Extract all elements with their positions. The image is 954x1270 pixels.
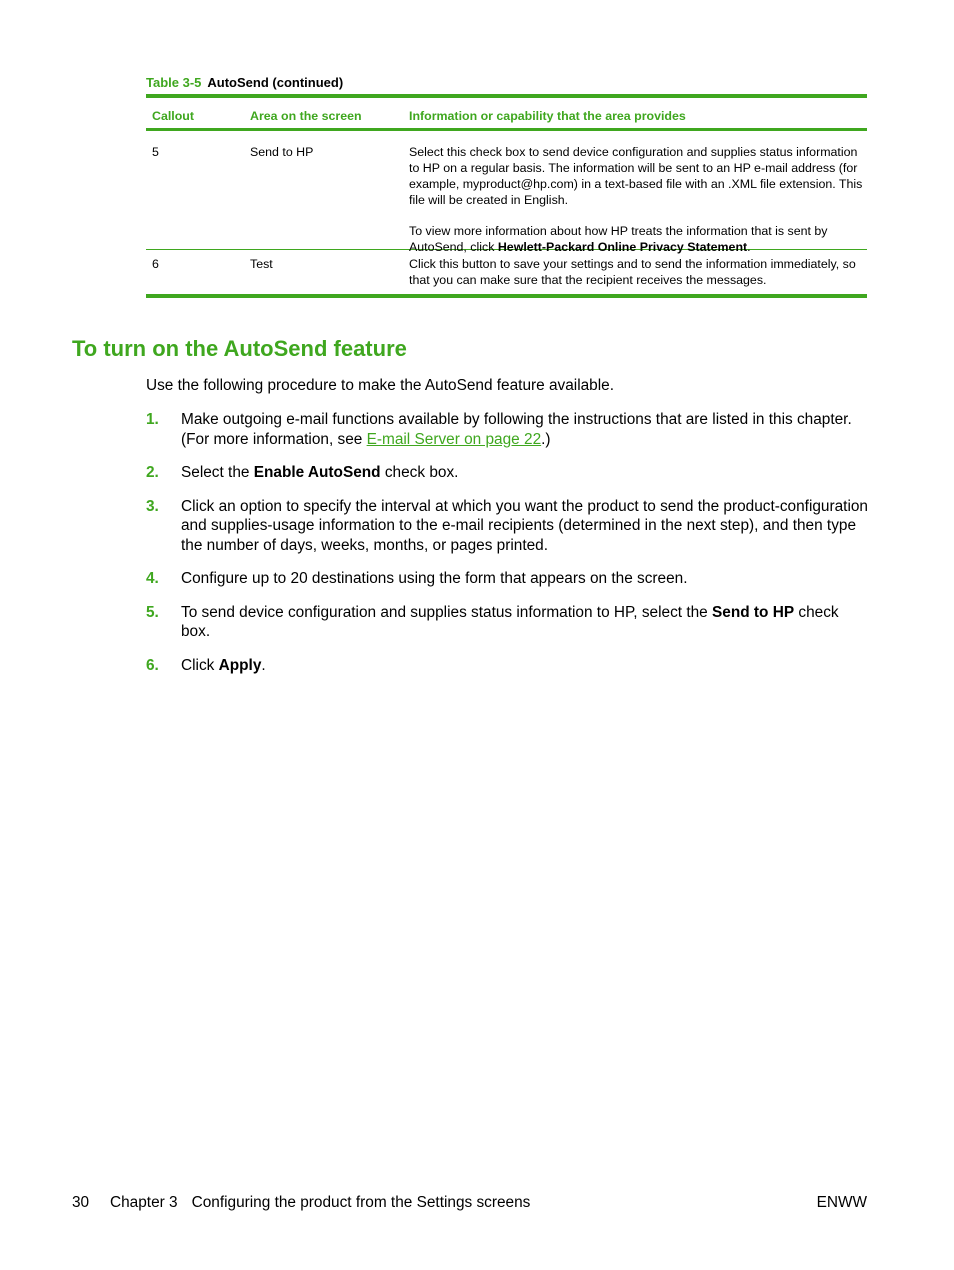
step-number: 1.	[146, 411, 159, 428]
ui-term: Enable AutoSend	[253, 464, 381, 481]
step-number: 4.	[146, 570, 159, 587]
step-item	[146, 497, 868, 556]
procedure-steps	[146, 410, 868, 689]
row-info-paragraph: Select this check box to send device configuration and supplies status information to HP on a regular basis. The information will be sent to an HP e-mail address (for example, myproduct@hp.com) in a text-based file with an .XML file extension. This file will be created in English.	[409, 145, 863, 207]
step-item	[146, 603, 868, 642]
header-info: Information or capability that the area provides	[409, 109, 686, 123]
step-number: 2.	[146, 464, 159, 481]
chapter-label	[110, 1193, 530, 1212]
step-number: 3.	[146, 497, 159, 515]
step-item	[146, 410, 868, 449]
table-header-row	[146, 98, 867, 128]
ui-term: Send to HP	[712, 603, 795, 621]
chapter-title: Configuring the product from the Settings screens	[191, 1194, 531, 1211]
step-item	[146, 656, 868, 676]
text-run: Select the	[181, 464, 254, 481]
step-text	[181, 656, 868, 676]
text-run: check box.	[181, 603, 839, 640]
header-callout: Callout	[152, 109, 194, 123]
row-callout: 5	[152, 145, 159, 159]
email-server-link[interactable]: E-mail Server on page 22	[366, 430, 542, 448]
table-caption	[146, 75, 343, 90]
text-run: To send device configuration and supplies status information to HP, select the	[181, 603, 713, 621]
autosend-table	[146, 94, 867, 298]
row-area: Send to HP	[250, 145, 314, 159]
text-run: .)	[541, 430, 551, 448]
text-run: .	[747, 240, 751, 254]
text-run: check box.	[380, 464, 459, 481]
step-text: Click an option to specify the interval at which you want the product to send the product-configuration and supplies-usage information to the e-mail recipients (determined in the next step), and then type the number of days, weeks, months, or pages printed.	[181, 497, 868, 554]
row-callout: 6	[152, 257, 159, 271]
text-run: To view more information about how HP treats the information that is sent by AutoSend, click	[409, 224, 828, 254]
header-area: Area on the screen	[250, 109, 362, 123]
text-run: .	[261, 656, 266, 674]
row-info: Click this button to save your settings and to send the information immediately, so that you can make sure that the recipient receives the messages.	[409, 257, 856, 287]
step-text: Configure up to 20 destinations using the form that appears on the screen.	[181, 570, 688, 587]
text-run: Click	[181, 656, 219, 674]
table-row	[146, 131, 867, 254]
section-title: To turn on the AutoSend feature	[72, 336, 407, 361]
table-title: AutoSend (continued)	[207, 75, 344, 90]
table-row	[146, 250, 867, 294]
step-number: 5.	[146, 603, 159, 621]
row-area: Test	[250, 257, 273, 271]
step-text	[181, 603, 868, 642]
page-number: 30	[72, 1194, 90, 1211]
row-info	[409, 144, 864, 255]
step-item	[146, 463, 868, 483]
table-number: Table 3-5	[146, 75, 202, 90]
text-run: Make outgoing e-mail functions available by following the instructions that are listed in this chapter. (For more information, see	[181, 411, 852, 448]
ui-term: Apply	[218, 656, 262, 674]
privacy-statement-label: Hewlett-Packard Online Privacy Statement	[497, 240, 748, 254]
step-text	[181, 463, 868, 483]
section-intro: Use the following procedure to make the AutoSend feature available.	[146, 377, 615, 394]
step-item	[146, 569, 868, 589]
step-number: 6.	[146, 656, 159, 674]
step-text	[181, 410, 868, 449]
chapter-number: Chapter 3	[110, 1194, 178, 1211]
footer-right-label: ENWW	[816, 1194, 867, 1211]
table-bottom-rule	[146, 294, 867, 298]
